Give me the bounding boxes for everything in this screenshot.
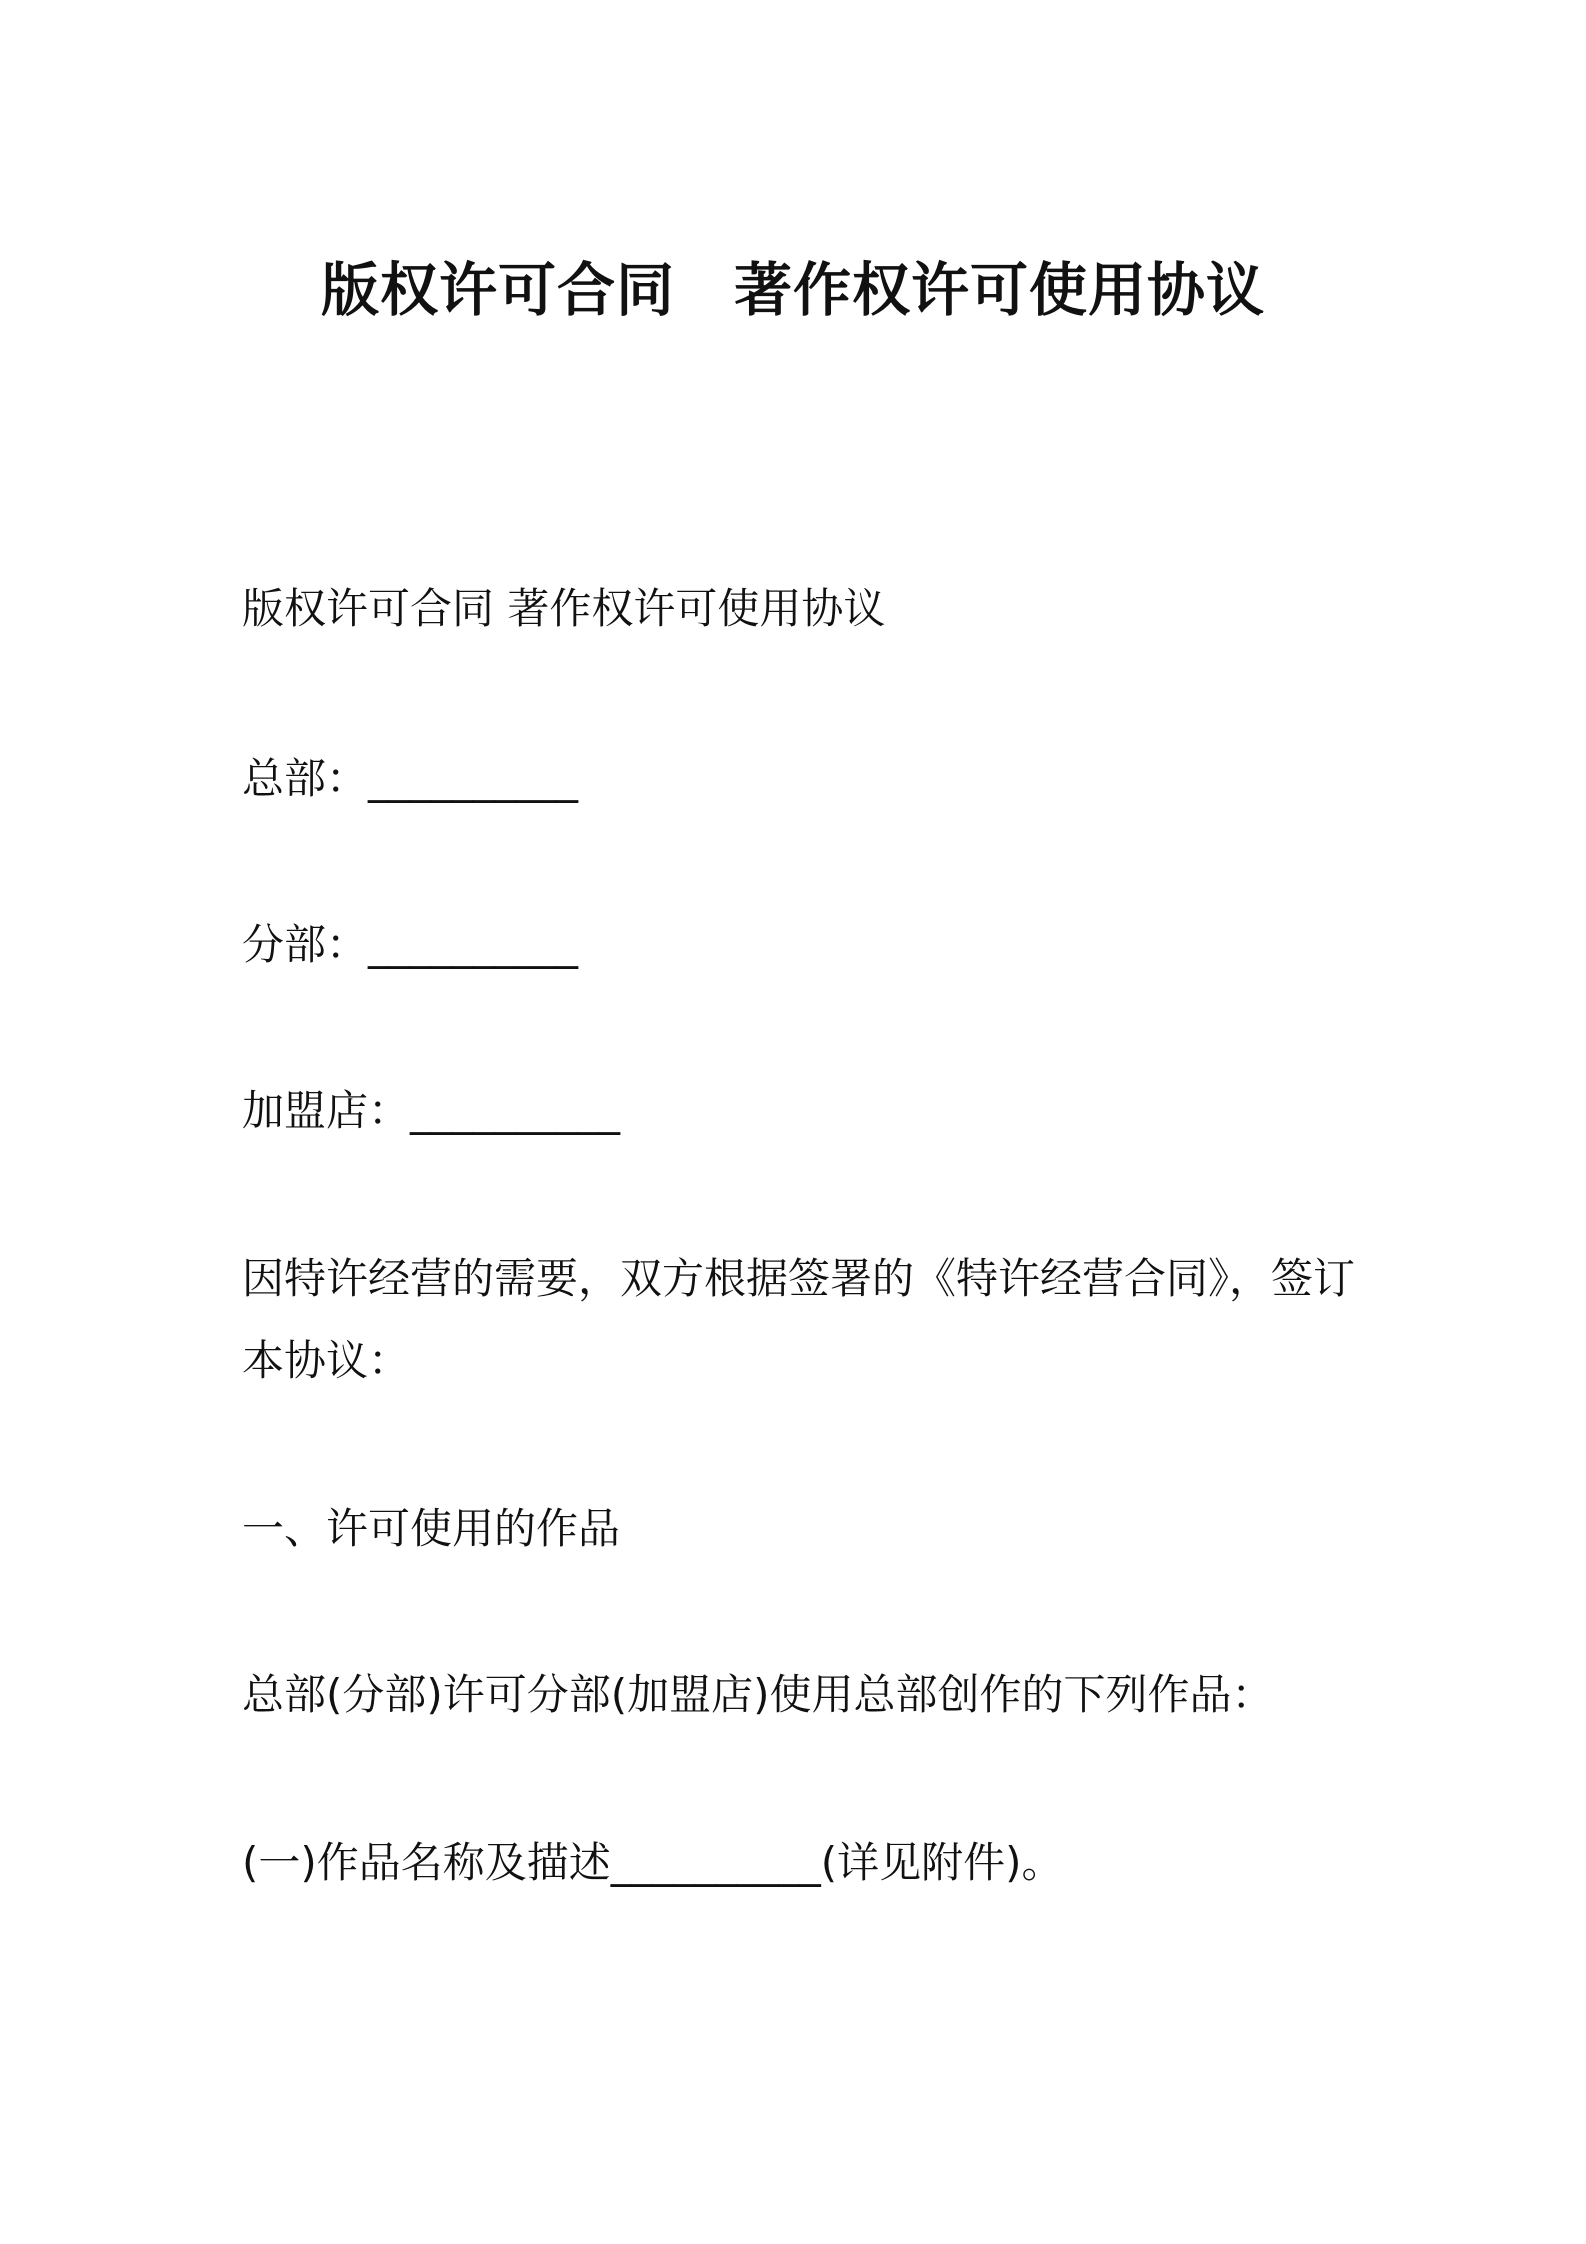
section-1-heading: 一、许可使用的作品 — [242, 1504, 621, 1553]
intro-paragraph: 因特许经营的需要，双方根据签署的《特许经营合同》，签订本协议： — [242, 1254, 1356, 1385]
document-subtitle: 版权许可合同 著作权许可使用协议 — [242, 584, 886, 633]
branch-line: 分部：__________ — [242, 920, 579, 969]
section-1-item-1: (一)作品名称及描述__________(详见附件)。 — [242, 1838, 1064, 1887]
document-title: 版权许可合同 著作权许可使用协议 — [320, 256, 1265, 324]
headquarters-line: 总部：__________ — [242, 754, 579, 803]
franchise-store-line: 加盟店：__________ — [242, 1086, 621, 1135]
section-1-body: 总部(分部)许可分部(加盟店)使用总部创作的下列作品： — [242, 1670, 1274, 1719]
